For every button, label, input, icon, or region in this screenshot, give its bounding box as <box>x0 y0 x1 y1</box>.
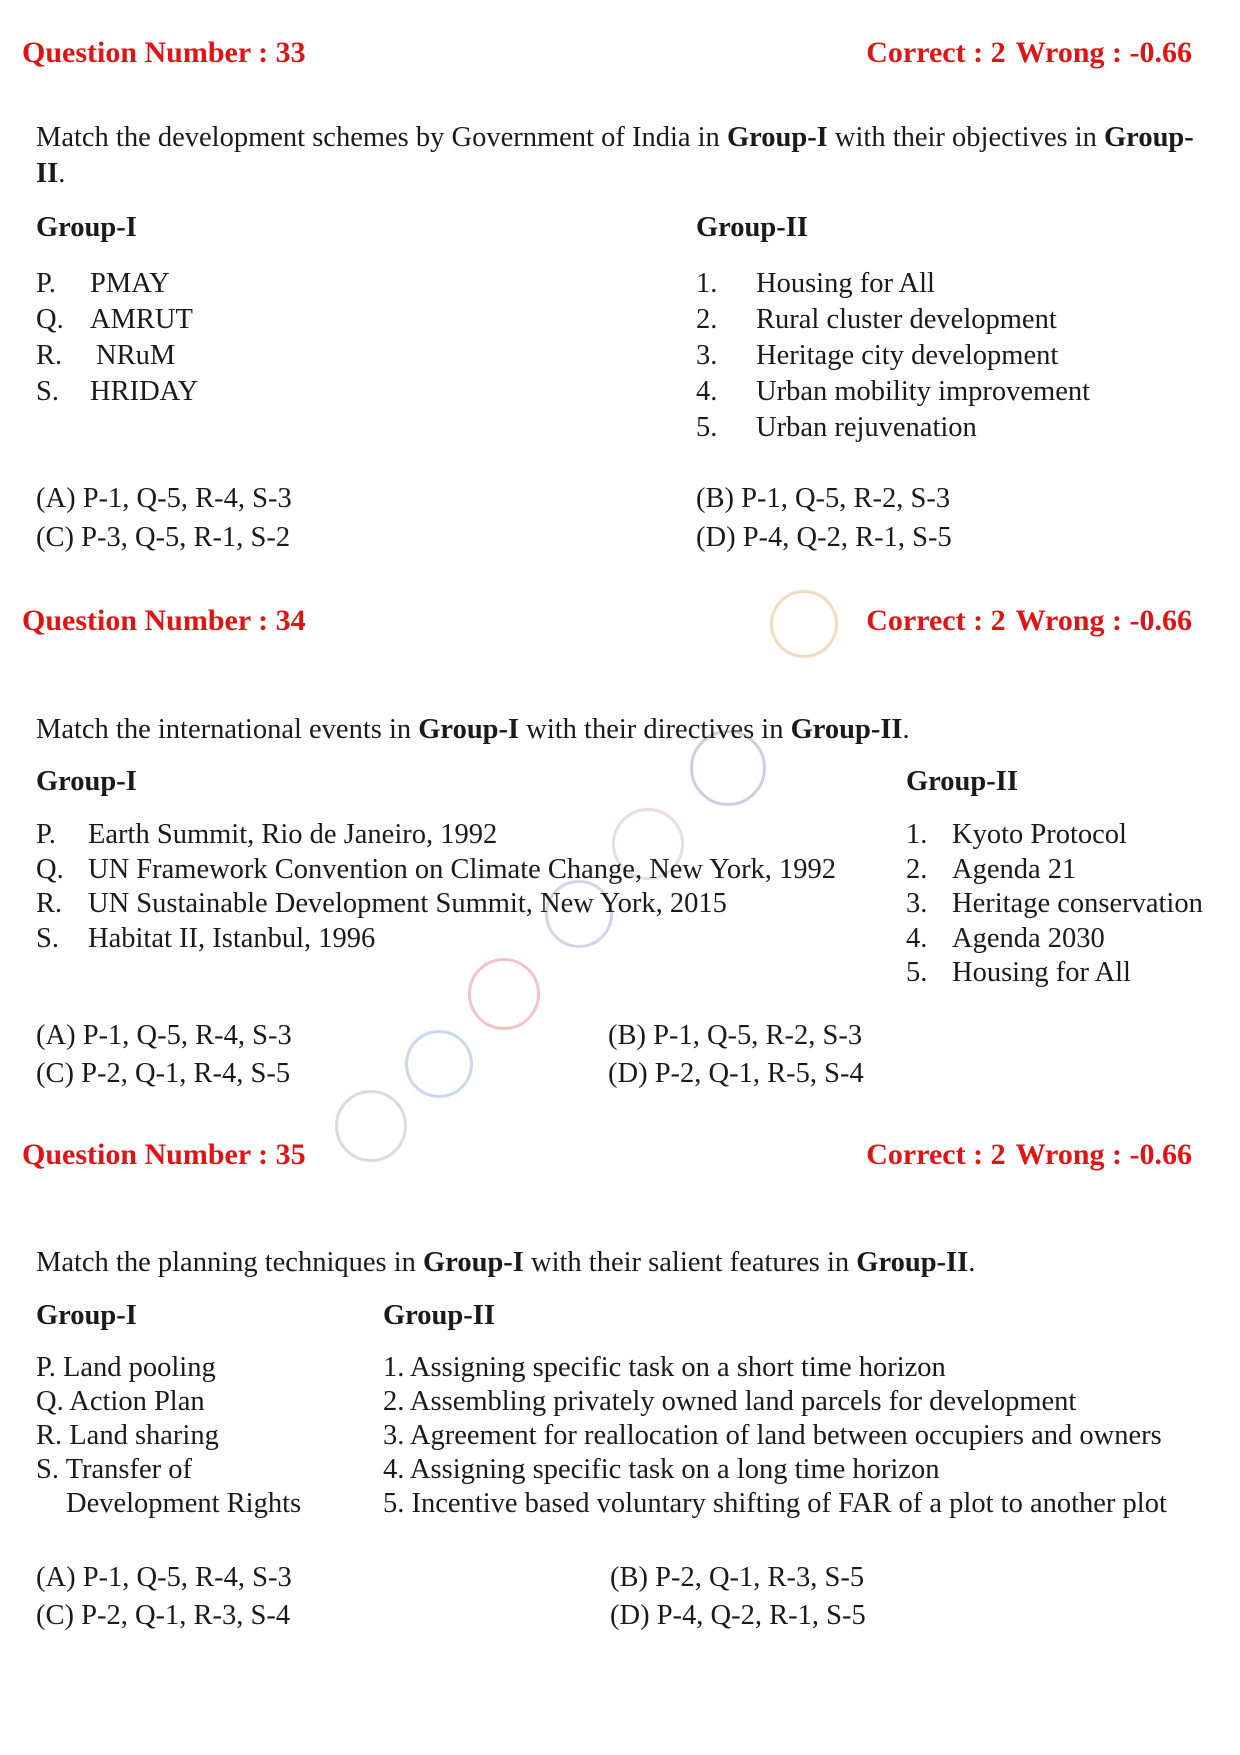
group-2-list <box>383 1351 1167 1521</box>
list-item: P. PMAY <box>36 268 170 299</box>
list-item: 5. Housing for All <box>906 957 1131 988</box>
list-item: 4. Agenda 2030 <box>906 922 1105 954</box>
option-b[interactable]: (B) P-2, Q-1, R-3, S-5 <box>610 1562 865 1593</box>
option-a[interactable]: (A) P-1, Q-5, R-4, S-3 <box>36 1020 292 1051</box>
question-number: Question Number : 33 <box>22 36 306 69</box>
wrong-marks: Wrong : -0.66 <box>1015 604 1192 637</box>
question-number: Question Number : 35 <box>22 1138 306 1171</box>
group-2-heading: Group-II <box>696 212 808 243</box>
watermark-seal <box>335 1090 407 1162</box>
question-number: Question Number : 34 <box>22 604 306 637</box>
watermark-seal <box>770 590 838 658</box>
watermark-seal <box>468 958 540 1030</box>
option-b[interactable]: (B) P-1, Q-5, R-2, S-3 <box>608 1020 863 1051</box>
list-item: 5. Urban rejuvenation <box>696 412 977 443</box>
option-c[interactable]: (C) P-2, Q-1, R-3, S-4 <box>36 1600 291 1631</box>
correct-marks: Correct : 2 <box>866 604 1006 637</box>
group-2-heading: Group-II <box>383 1300 495 1331</box>
list-item: 1. Assigning specific task on a short time horizon <box>383 1352 946 1383</box>
option-b[interactable]: (B) P-1, Q-5, R-2, S-3 <box>696 483 951 514</box>
marks-info <box>856 36 1192 70</box>
list-item: S. HRIDAY <box>36 376 199 407</box>
option-d[interactable]: (D) P-2, Q-1, R-5, S-4 <box>608 1058 864 1089</box>
list-item: 4. Assigning specific task on a long time horizon <box>383 1454 940 1485</box>
list-item: 3. Heritage city development <box>696 340 1059 371</box>
watermark-seal <box>405 1030 473 1098</box>
list-item: 2. Rural cluster development <box>696 304 1057 335</box>
list-item: Development Rights <box>66 1488 302 1519</box>
group-1-heading: Group-I <box>36 212 137 243</box>
group-1-heading: Group-I <box>36 766 137 797</box>
list-item: 2. Assembling privately owned land parcels for development <box>383 1386 1077 1417</box>
option-a[interactable]: (A) P-1, Q-5, R-4, S-3 <box>36 483 292 514</box>
question-stem: Match the development schemes by Government of India in Group-I with their objectives in Group-II. <box>36 122 1194 189</box>
question-stem: Match the planning techniques in Group-I with their salient features in Group-II. <box>36 1247 976 1278</box>
marks-info <box>856 1138 1192 1172</box>
wrong-marks: Wrong : -0.66 <box>1015 36 1192 69</box>
group-1-list <box>36 818 836 956</box>
group-2-heading: Group-II <box>906 766 1018 797</box>
question-stem: Match the international events in Group-I with their directives in Group-II. <box>36 714 910 745</box>
option-d[interactable]: (D) P-4, Q-2, R-1, S-5 <box>696 522 952 553</box>
correct-marks: Correct : 2 <box>866 1138 1006 1171</box>
option-c[interactable]: (C) P-2, Q-1, R-4, S-5 <box>36 1058 291 1089</box>
list-item: 2. Agenda 21 <box>906 853 1077 885</box>
list-item: P. Earth Summit, Rio de Janeiro, 1992 <box>36 819 498 850</box>
list-item: S. Habitat II, Istanbul, 1996 <box>36 922 376 954</box>
wrong-marks: Wrong : -0.66 <box>1015 1138 1192 1171</box>
list-item: 3. Agreement for reallocation of land between occupiers and owners <box>383 1420 1162 1451</box>
list-item: 3. Heritage conservation <box>906 888 1203 919</box>
list-item: P. Land pooling <box>36 1352 216 1383</box>
list-item: R. Land sharing <box>36 1420 219 1451</box>
list-item: Q. AMRUT <box>36 304 193 335</box>
list-item: S. Transfer of <box>36 1454 192 1485</box>
option-d[interactable]: (D) P-4, Q-2, R-1, S-5 <box>610 1600 866 1631</box>
group-1-list <box>36 1351 301 1521</box>
list-item: R. UN Sustainable Development Summit, New York, 2015 <box>36 888 727 919</box>
option-c[interactable]: (C) P-3, Q-5, R-1, S-2 <box>36 522 291 553</box>
correct-marks: Correct : 2 <box>866 36 1006 69</box>
group-2-list <box>696 266 1090 446</box>
group-1-list <box>36 266 198 410</box>
list-item: 1. Housing for All <box>696 268 935 299</box>
list-item: Q. Action Plan <box>36 1386 205 1417</box>
group-2-list <box>906 818 1203 991</box>
list-item: 5. Incentive based voluntary shifting of FAR of a plot to another plot <box>383 1488 1167 1519</box>
marks-info <box>856 604 1192 638</box>
group-1-heading: Group-I <box>36 1300 137 1331</box>
list-item: 4. Urban mobility improvement <box>696 376 1091 407</box>
list-item: 1. Kyoto Protocol <box>906 819 1127 850</box>
list-item: R. NRuM <box>36 340 176 371</box>
option-a[interactable]: (A) P-1, Q-5, R-4, S-3 <box>36 1562 292 1593</box>
list-item: Q. UN Framework Convention on Climate Change, New York, 1992 <box>36 853 837 885</box>
